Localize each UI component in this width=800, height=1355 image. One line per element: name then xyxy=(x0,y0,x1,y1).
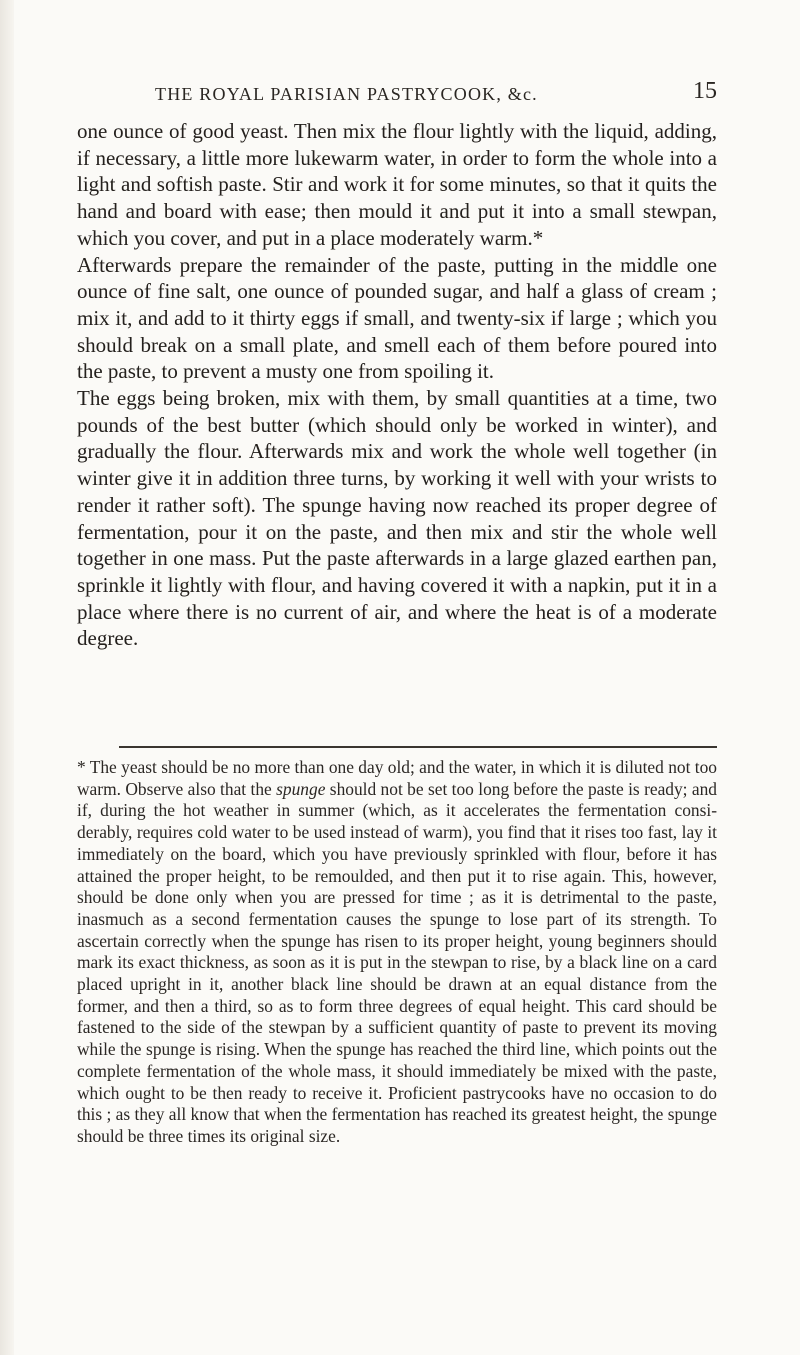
footnote-text-part-1: * The yeast should be no more than one day old; and the water, in which it is diluted not too warm. Observe also that the xyxy=(77,757,717,799)
footnote-text-part-2: should not be set too long before the paste is ready; and if, during the hot weather in summer (which, as it accelerates the fermentation considerably, requires cold water to be used instead of warm), you find that it rises too fast, lay it immediately on the board, which you have previously sprinkled with flour, before it has attained the proper height, to be remoulded, and then put it to rise again. This, however, should be done only when you are pressed for time ; as it is detrimental to the paste, inasmuch as a second fermentation causes the spunge to lose part of its strength. To ascertain correctly when the spunge has risen to its proper height, young beginners should mark its exact thickness, as soon as it is put in the stewpan to rise, by a black line on a card placed upright in it, another black line should be drawn at an equal distance from the former, and then a third, so as to form three degrees of equal height. This card should be fastened to the side of the stewpan by a sufficient quantity of paste to prevent its moving while the spunge is rising. When the spunge has reached the third line, which points out the complete fermentation of the whole mass, it should immediately be mixed with the paste, which ought to be then ready to receive it. Proficient pastrycooks have no occasion to do this ; as they all know that when the fermentation has reached its greatest height, the spunge should be three times its original size. xyxy=(77,778,718,1146)
running-head xyxy=(155,78,717,114)
paragraph-1: one ounce of good yeast. Then mix the flour lightly with the liquid, adding, if necessary, a little more lukewarm water, in order to form the whole into a light and softish paste. Stir and work it for some minutes, so that it quits the hand and board with ease; then mould it and put it into a small stewpan, which you cover, and put in a place moderately warm.* xyxy=(77,119,717,250)
running-title: THE ROYAL PARISIAN PASTRYCOOK, &c. xyxy=(155,84,538,104)
paragraph-2: Afterwards prepare the remainder of the paste, putting in the middle one ounce of fine salt, one ounce of pounded sugar, and half a glass of cream ; mix it, and add to it thirty eggs if small, and twenty-six if large ; which you should break on a small plate, and smell each of them before poured into the paste, to prevent a musty one from spoiling it. xyxy=(77,252,717,384)
paragraph-3: The eggs being broken, mix with them, by small quantities at a time, two pounds of the best butter (which should only be worked in winter), and gradually the flour. Afterwards mix and work the whole well together (in winter give it in addition three turns, by working it well with your wrists to render it rather soft). The spunge having now reached its proper degree of fermentation, pour it on the paste, and then mix and stir the whole well together in one mass. Put the paste afterwards in a large glazed earthen pan, sprinkle it lightly with flour, and having covered it with a napkin, put it in a place where there is no current of air, and where the heat is of a moderate degree. xyxy=(77,386,717,651)
footnote xyxy=(77,757,717,1148)
footnote-emphasis: spunge xyxy=(276,778,326,799)
footnote-text xyxy=(77,757,717,1148)
main-text xyxy=(77,118,717,652)
footnote-divider xyxy=(119,746,717,748)
page-gutter-edge xyxy=(0,0,14,1355)
page-number: 15 xyxy=(693,78,717,104)
